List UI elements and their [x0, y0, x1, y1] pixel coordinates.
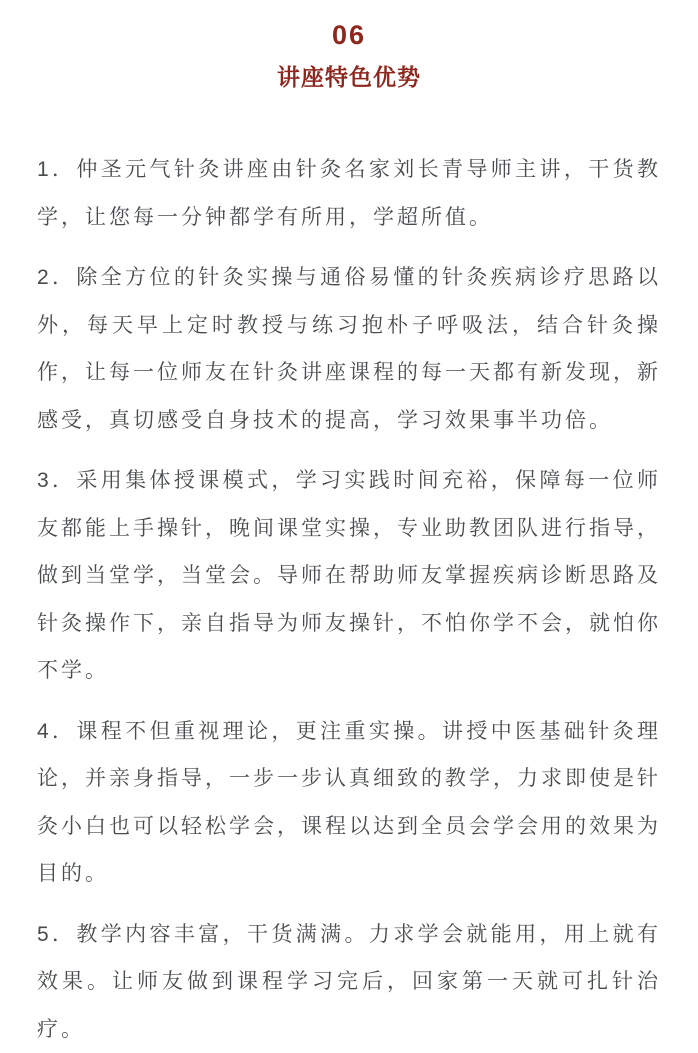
- article-body: [37, 146, 661, 1053]
- article-header: [0, 0, 698, 89]
- paragraph-5: 5．教学内容丰富，干货满满。力求学会就能用，用上就有效果。让师友做到课程学习完后，回家第一天就可扎针治疗。: [37, 911, 661, 1053]
- paragraph-2: 2．除全方位的针灸实操与通俗易懂的针灸疾病诊疗思路以外，每天早上定时教授与练习抱朴子呼吸法，结合针灸操作，让每一位师友在针灸讲座课程的每一天都有新发现，新感受，真切感受自身技术的提高，学习效果事半功倍。: [37, 254, 661, 444]
- paragraph-1: 1．仲圣元气针灸讲座由针灸名家刘长青导师主讲，干货教学，让您每一分钟都学有所用，学超所值。: [37, 146, 661, 241]
- section-number: 06: [0, 22, 698, 49]
- paragraph-3: 3．采用集体授课模式，学习实践时间充裕，保障每一位师友都能上手操针，晚间课堂实操，专业助教团队进行指导，做到当堂学，当堂会。导师在帮助师友掌握疾病诊断思路及针灸操作下，亲自指导为师友操针，不怕你学不会，就怕你不学。: [37, 457, 661, 695]
- paragraph-4: 4．课程不但重视理论，更注重实操。讲授中医基础针灸理论，并亲身指导，一步一步认真细致的教学，力求即使是针灸小白也可以轻松学会，课程以达到全员会学会用的效果为目的。: [37, 708, 661, 898]
- section-title: 讲座特色优势: [0, 65, 698, 89]
